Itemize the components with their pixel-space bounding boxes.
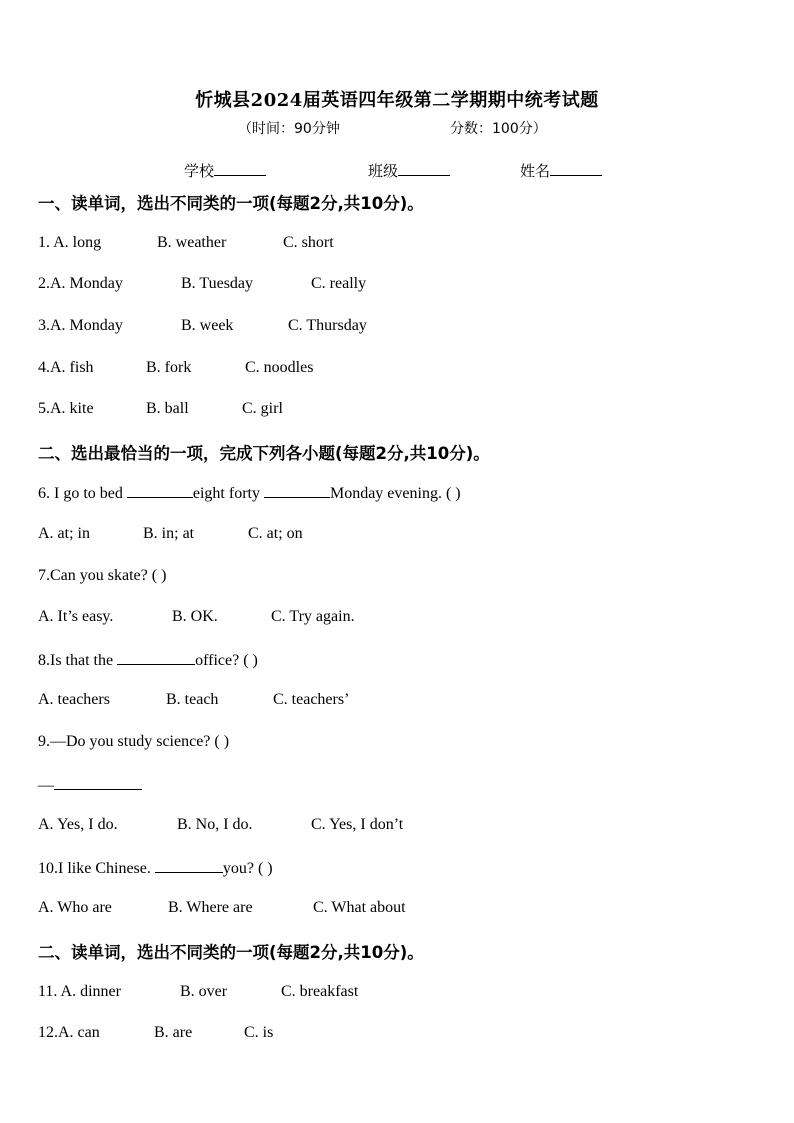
q10-option-b[interactable]: B. Where are	[168, 899, 253, 916]
q8-text-1: 8.Is that the	[38, 652, 114, 669]
q6-blank-2[interactable]	[264, 482, 330, 498]
q8-option-c[interactable]: C. teachers’	[273, 691, 350, 708]
section-2-heading: 二、选出最恰当的一项，完成下列各小题(每题2分,共10分)。	[38, 444, 490, 463]
name-label: 姓名	[520, 162, 551, 180]
q6-text-3: Monday evening. ( )	[329, 485, 461, 502]
q7-option-b[interactable]: B. OK.	[172, 608, 218, 625]
q7-option-a[interactable]: A. It’s easy.	[38, 608, 114, 625]
q11-option-a[interactable]: 11. A. dinner	[38, 983, 121, 1000]
q8-option-b[interactable]: B. teach	[166, 691, 219, 708]
question-6-stem	[38, 482, 461, 504]
question-9-stem: 9.—Do you study science? ( )	[38, 733, 230, 750]
q10-option-a[interactable]: A. Who are	[38, 899, 112, 916]
q5-option-b[interactable]: B. ball	[146, 400, 189, 417]
q6-blank-1[interactable]	[127, 482, 193, 498]
section-3-heading: 二、读单词，选出不同类的一项(每题2分,共10分)。	[38, 943, 424, 962]
q5-option-a[interactable]: 5.A. kite	[38, 400, 94, 417]
q8-blank[interactable]	[117, 649, 195, 665]
q1-option-a[interactable]: 1. A. long	[38, 234, 102, 251]
q9-option-a[interactable]: A. Yes, I do.	[38, 816, 118, 833]
class-blank[interactable]	[398, 161, 450, 176]
q11-option-b[interactable]: B. over	[180, 983, 228, 1000]
q6-text-1: 6. I go to bed	[38, 485, 123, 502]
section-1-heading: 一、读单词，选出不同类的一项(每题2分,共10分)。	[38, 194, 424, 213]
q6-option-b[interactable]: B. in; at	[143, 525, 195, 542]
q9-option-b[interactable]: B. No, I do.	[177, 816, 253, 833]
class-field[interactable]	[368, 160, 450, 181]
q2-option-b[interactable]: B. Tuesday	[181, 275, 254, 292]
q4-option-b[interactable]: B. fork	[146, 359, 192, 376]
q3-option-a[interactable]: 3.A. Monday	[38, 317, 123, 334]
question-9-answer-line	[38, 774, 142, 796]
q3-option-c[interactable]: C. Thursday	[288, 317, 367, 334]
q4-option-a[interactable]: 4.A. fish	[38, 359, 94, 376]
question-7-stem: 7.Can you skate? ( )	[38, 567, 167, 584]
q10-text-1: 10.I like Chinese.	[38, 860, 151, 877]
q1-option-b[interactable]: B. weather	[157, 234, 227, 251]
q8-option-a[interactable]: A. teachers	[38, 691, 110, 708]
q12-option-b[interactable]: B. are	[154, 1024, 193, 1041]
school-label: 学校	[184, 162, 215, 180]
time-limit: （时间：90分钟	[238, 121, 340, 137]
name-blank[interactable]	[550, 161, 602, 176]
q9-dash: —	[38, 777, 54, 794]
q10-text-2: you? ( )	[222, 860, 273, 877]
total-score: 分数：100分）	[450, 121, 547, 137]
exam-title: 忻城县2024届英语四年级第二学期期中统考试题	[195, 90, 599, 111]
name-field[interactable]	[520, 160, 602, 181]
q7-option-c[interactable]: C. Try again.	[271, 608, 355, 625]
q6-text-2: eight forty	[192, 485, 260, 502]
q3-option-b[interactable]: B. week	[181, 317, 234, 334]
question-10-stem	[38, 857, 273, 879]
q1-option-c[interactable]: C. short	[283, 234, 334, 251]
q8-text-2: office? ( )	[195, 652, 258, 669]
q6-option-c[interactable]: C. at; on	[248, 525, 303, 542]
q10-blank[interactable]	[155, 857, 223, 873]
q4-option-c[interactable]: C. noodles	[245, 359, 314, 376]
q9-option-c[interactable]: C. Yes, I don’t	[311, 816, 404, 833]
q9-blank[interactable]	[54, 774, 142, 790]
q12-option-c[interactable]: C. is	[244, 1024, 274, 1041]
q2-option-a[interactable]: 2.A. Monday	[38, 275, 123, 292]
question-8-stem	[38, 649, 258, 671]
q2-option-c[interactable]: C. really	[311, 275, 367, 292]
q5-option-c[interactable]: C. girl	[242, 400, 283, 417]
class-label: 班级	[368, 162, 399, 180]
school-blank[interactable]	[214, 161, 266, 176]
q11-option-c[interactable]: C. breakfast	[281, 983, 359, 1000]
q12-option-a[interactable]: 12.A. can	[38, 1024, 100, 1041]
school-field[interactable]	[184, 160, 266, 181]
q10-option-c[interactable]: C. What about	[313, 899, 406, 916]
q6-option-a[interactable]: A. at; in	[38, 525, 90, 542]
